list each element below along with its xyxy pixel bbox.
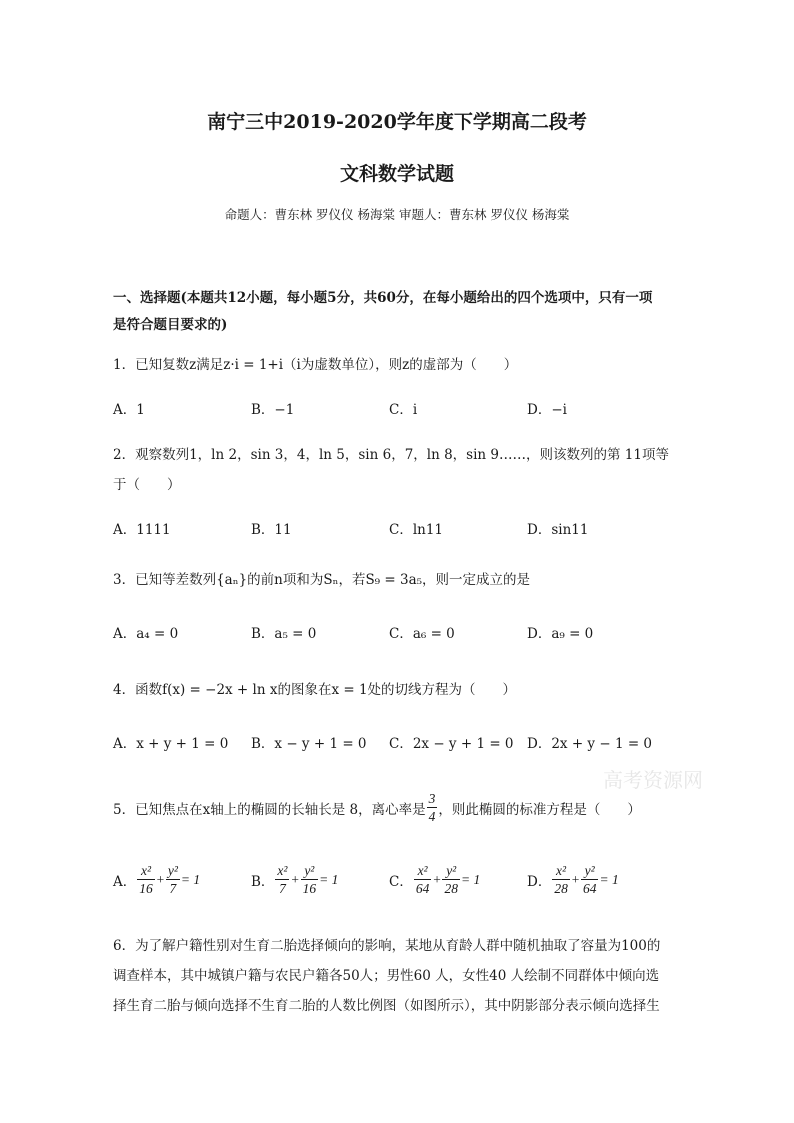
q1-option-d: D．−i — [527, 402, 567, 418]
q1-option-c: C．i — [389, 402, 418, 418]
question-6-line3: 择生育二胎与倾向选择不生育二胎的人数比例图（如图所示），其中阴影部分表示倾向选择生 — [113, 998, 660, 1014]
denominator-2: 7 — [169, 881, 177, 896]
denominator-1: 16 — [139, 881, 153, 896]
q3-option-c: C．a₆ = 0 — [389, 626, 455, 642]
plus-sign: + — [290, 871, 300, 887]
exam-subtitle: 文科数学试题 — [339, 163, 454, 185]
y-squared: y² — [301, 862, 319, 880]
q5-option-label: D． — [527, 873, 552, 890]
watermark: 高考资源网 — [603, 768, 703, 792]
y-squared: y² — [442, 862, 460, 880]
q1-option-b: B．−1 — [251, 402, 295, 418]
question-2-line2: 于（ ） — [113, 477, 181, 493]
x-squared: x² — [137, 862, 155, 880]
equals-one: = 1 — [180, 871, 201, 887]
question-6-line2: 调查样本，其中城镇户籍与农民户籍各50人；男性60 人，女性40 人绘制不同群体中倾向选 — [113, 968, 660, 984]
question-1: 1．已知复数z满足z·i = 1+i（i为虚数单位），则z的虚部为（ ） — [113, 357, 518, 373]
q4-option-b: B．x − y + 1 = 0 — [251, 736, 367, 752]
x-squared: x² — [414, 862, 432, 880]
denominator-1: 7 — [279, 881, 286, 896]
denominator-2: 28 — [444, 881, 458, 896]
section-heading-line2: 是符合题目要求的) — [113, 317, 228, 333]
q3-option-d: D．a₉ = 0 — [527, 626, 594, 642]
section-heading-line1: 一、选择题(本题共12小题，每小题5分，共60分，在每小题给出的四个选项中，只有一项 — [113, 290, 653, 306]
q1-option-a: A．1 — [113, 402, 145, 418]
q3-option-b: B．a₅ = 0 — [251, 626, 317, 642]
question-2-line1: 2．观察数列1，ln 2，sin 3，4，ln 5，sin 6，7，ln 8，sin 9……，则该数列的第 11项等 — [113, 447, 669, 463]
x-squared: x² — [277, 863, 288, 878]
denominator-2: 16 — [302, 881, 317, 896]
q5-text-before: 5．已知焦点在x轴上的椭圆的长轴长是 8，离心率是 — [113, 801, 426, 818]
q3-option-a: A．a₄ = 0 — [113, 626, 179, 642]
q2-option-a: A．1111 — [113, 522, 171, 538]
q2-option-b: B．11 — [251, 522, 292, 538]
denominator-1: 28 — [554, 881, 568, 896]
equals-one: = 1 — [460, 871, 481, 887]
q5-option-label: C． — [389, 873, 413, 890]
q2-option-c: C．ln11 — [389, 522, 444, 538]
q5-eccentricity-fraction — [427, 790, 438, 825]
question-4: 4．函数f(x) = −2x + ln x的图象在x = 1处的切线方程为（ ） — [113, 682, 517, 698]
q5-frac-denominator: 4 — [428, 809, 436, 824]
q4-option-c: C．2x − y + 1 = 0 — [389, 736, 514, 752]
q5-option-label: B． — [251, 873, 275, 890]
plus-sign: + — [432, 871, 442, 887]
q5-option-b — [251, 862, 338, 897]
question-5 — [113, 790, 641, 825]
authors-line: 命题人：曹东林 罗仪仪 杨海棠 审题人：曹东林 罗仪仪 杨海棠 — [224, 207, 570, 222]
plus-sign: + — [155, 871, 165, 887]
equals-one: = 1 — [319, 871, 339, 887]
y-squared: y² — [167, 863, 178, 878]
q5-option-a — [113, 862, 200, 897]
q4-option-d: D．2x + y − 1 = 0 — [527, 736, 653, 752]
plus-sign: + — [570, 871, 580, 887]
question-6-line1: 6．为了解户籍性别对生育二胎选择倾向的影响，某地从育龄人群中随机抽取了容量为100的 — [113, 938, 661, 954]
q5-text-after: ，则此椭圆的标准方程是（ ） — [438, 801, 641, 818]
q2-option-d: D．sin11 — [527, 522, 589, 538]
denominator-2: 64 — [582, 881, 597, 896]
y-squared: y² — [581, 862, 599, 880]
q5-option-d — [527, 862, 619, 897]
equals-one: = 1 — [599, 871, 619, 887]
x-squared: x² — [552, 862, 570, 880]
q5-option-c — [389, 862, 480, 897]
q4-option-a: A．x + y + 1 = 0 — [113, 736, 229, 752]
denominator-1: 64 — [415, 881, 430, 896]
question-3: 3．已知等差数列{aₙ}的前n项和为Sₙ，若S₉ = 3a₅，则一定成立的是 — [113, 572, 531, 588]
q5-frac-numerator: 3 — [428, 791, 436, 806]
q5-option-label: A． — [113, 873, 137, 890]
exam-title: 南宁三中2019-2020学年度下学期高二段考 — [207, 111, 587, 133]
